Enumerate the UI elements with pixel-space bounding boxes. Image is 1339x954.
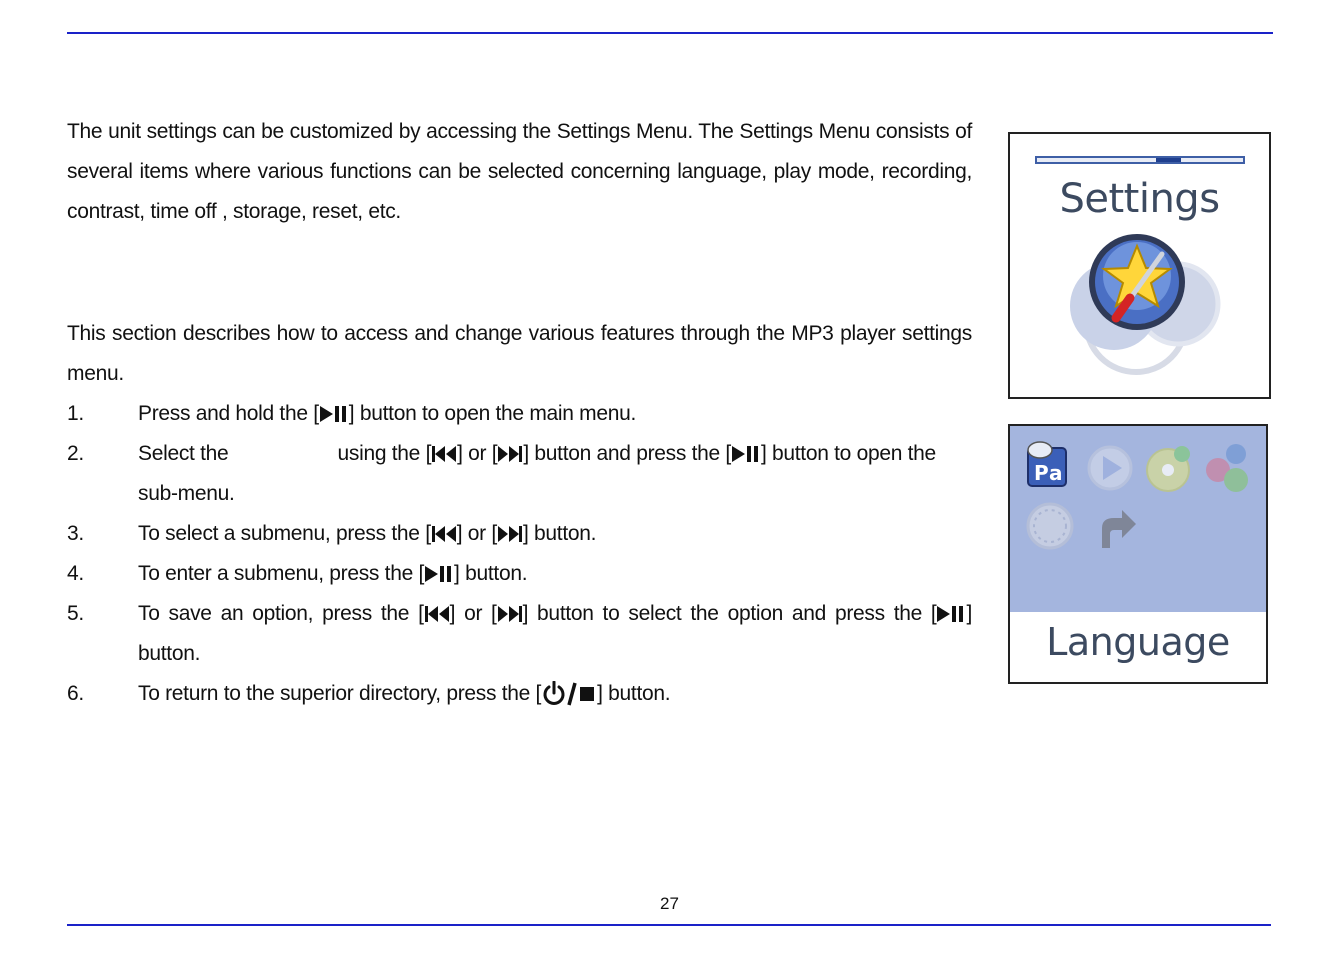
skip-previous-icon — [424, 604, 450, 624]
menu-progress-bar — [1035, 156, 1245, 164]
skip-next-icon — [497, 444, 523, 464]
recording-icon — [1142, 440, 1198, 496]
exit-icon — [1090, 502, 1142, 554]
top-rule — [67, 32, 1273, 34]
step-1: 1. Press and hold the [ ] button to open the main menu. — [67, 402, 637, 425]
step-2: 2. Select the using the [ ] or [ ] button and press the [ ] button to open the sub-menu. — [67, 442, 936, 505]
settings-screen — [1008, 132, 1271, 399]
svg-text:a: a — [1049, 461, 1063, 485]
skip-previous-icon — [431, 524, 457, 544]
play-pause-icon — [936, 604, 966, 624]
language-icon — [1022, 440, 1074, 492]
settings-title: Settings — [1059, 176, 1220, 222]
skip-next-icon — [497, 604, 523, 624]
power-stop-icon — [541, 681, 597, 707]
svg-text:P: P — [1034, 461, 1049, 485]
page-number: 27 — [660, 894, 679, 913]
bottom-rule — [67, 924, 1271, 926]
play-mode-icon — [1084, 442, 1136, 494]
intro-paragraph: The unit settings can be customized by accessing the Settings Menu. The Settings Menu consists of several items where various functions can be selected concerning language, play mode, recording, contrast, time off , storage, reset, etc. — [67, 120, 972, 223]
step-6: 6. To return to the superior directory, press the [ ] button. — [67, 674, 972, 714]
step-list — [67, 394, 972, 714]
body-text — [67, 112, 972, 714]
section-intro-paragraph: This section describes how to access and change various features through the MP3 player settings menu. — [67, 322, 972, 385]
play-pause-icon — [731, 444, 761, 464]
play-pause-icon — [424, 564, 454, 584]
step-3: 3. To select a submenu, press the [ ] or [ ] button. — [67, 522, 597, 545]
skip-next-icon — [497, 524, 523, 544]
selected-menu-label: Language — [1046, 620, 1230, 664]
skip-previous-icon — [431, 444, 457, 464]
step-4: 4. To enter a submenu, press the [ ] button. — [67, 562, 528, 585]
step-5: 5. To save an option, press the [ ] or [ ] button to select the option and press the [ ] button. — [67, 602, 973, 665]
menu-icon-panel — [1010, 426, 1266, 612]
main-menu-screen — [1008, 424, 1268, 684]
settings-star-tools-icon — [1050, 230, 1230, 375]
menu-progress-indicator — [1156, 158, 1181, 162]
play-pause-icon — [319, 404, 349, 424]
time-off-icon — [1024, 500, 1076, 552]
contrast-icon — [1200, 440, 1258, 498]
